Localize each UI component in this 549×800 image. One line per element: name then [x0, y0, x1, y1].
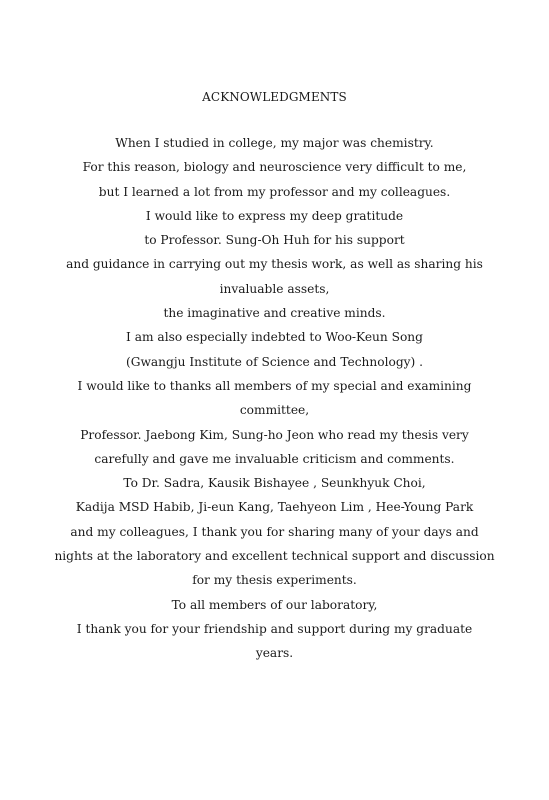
text-line: for my thesis experiments. — [192, 573, 357, 588]
page-title: ACKNOWLEDGMENTS — [202, 90, 347, 104]
text-line: I am also especially indebted to Woo-Keun Song — [126, 330, 423, 345]
text-line: I would like to thanks all members of my special and examining — [77, 378, 472, 393]
text-line: (Gwangju Institute of Science and Technology) . — [125, 354, 424, 369]
text-line: Professor. Jaebong Kim, Sung-ho Jeon who read my thesis very — [80, 427, 469, 442]
text-line: For this reason, biology and neuroscience very difficult to me, — [82, 160, 467, 175]
text-line: Kadija MSD Habib, Ji-eun Kang, Taehyeon Lim , Hee-Young Park — [75, 500, 474, 515]
text-line: invaluable assets, — [219, 281, 330, 296]
text-line: To Dr. Sadra, Kausik Bishayee , Seunkhyuk Choi, — [123, 476, 426, 491]
text-line: and guidance in carrying out my thesis work, as well as sharing his — [66, 257, 483, 272]
text-line: but I learned a lot from my professor and my colleagues. — [98, 184, 451, 199]
text-line: years. — [255, 646, 294, 661]
text-line: When I studied in college, my major was chemistry. — [115, 136, 434, 150]
text-line: I would like to express my deep gratitude — [145, 208, 404, 223]
text-line: carefully and gave me invaluable criticism and comments. — [94, 451, 455, 466]
text-line: to Professor. Sung-Oh Huh for his support — [144, 233, 405, 248]
acknowledgments-body — [0, 131, 549, 666]
text-line: To all members of our laboratory, — [171, 597, 378, 612]
text-line: I thank you for your friendship and support during my graduate — [76, 621, 473, 636]
text-line: nights at the laboratory and excellent technical support and discussion — [54, 549, 495, 564]
text-line: and my colleagues, I thank you for sharing many of your days and — [70, 524, 479, 539]
text-line: the imaginative and creative minds. — [163, 306, 386, 321]
text-line: committee, — [239, 403, 310, 418]
